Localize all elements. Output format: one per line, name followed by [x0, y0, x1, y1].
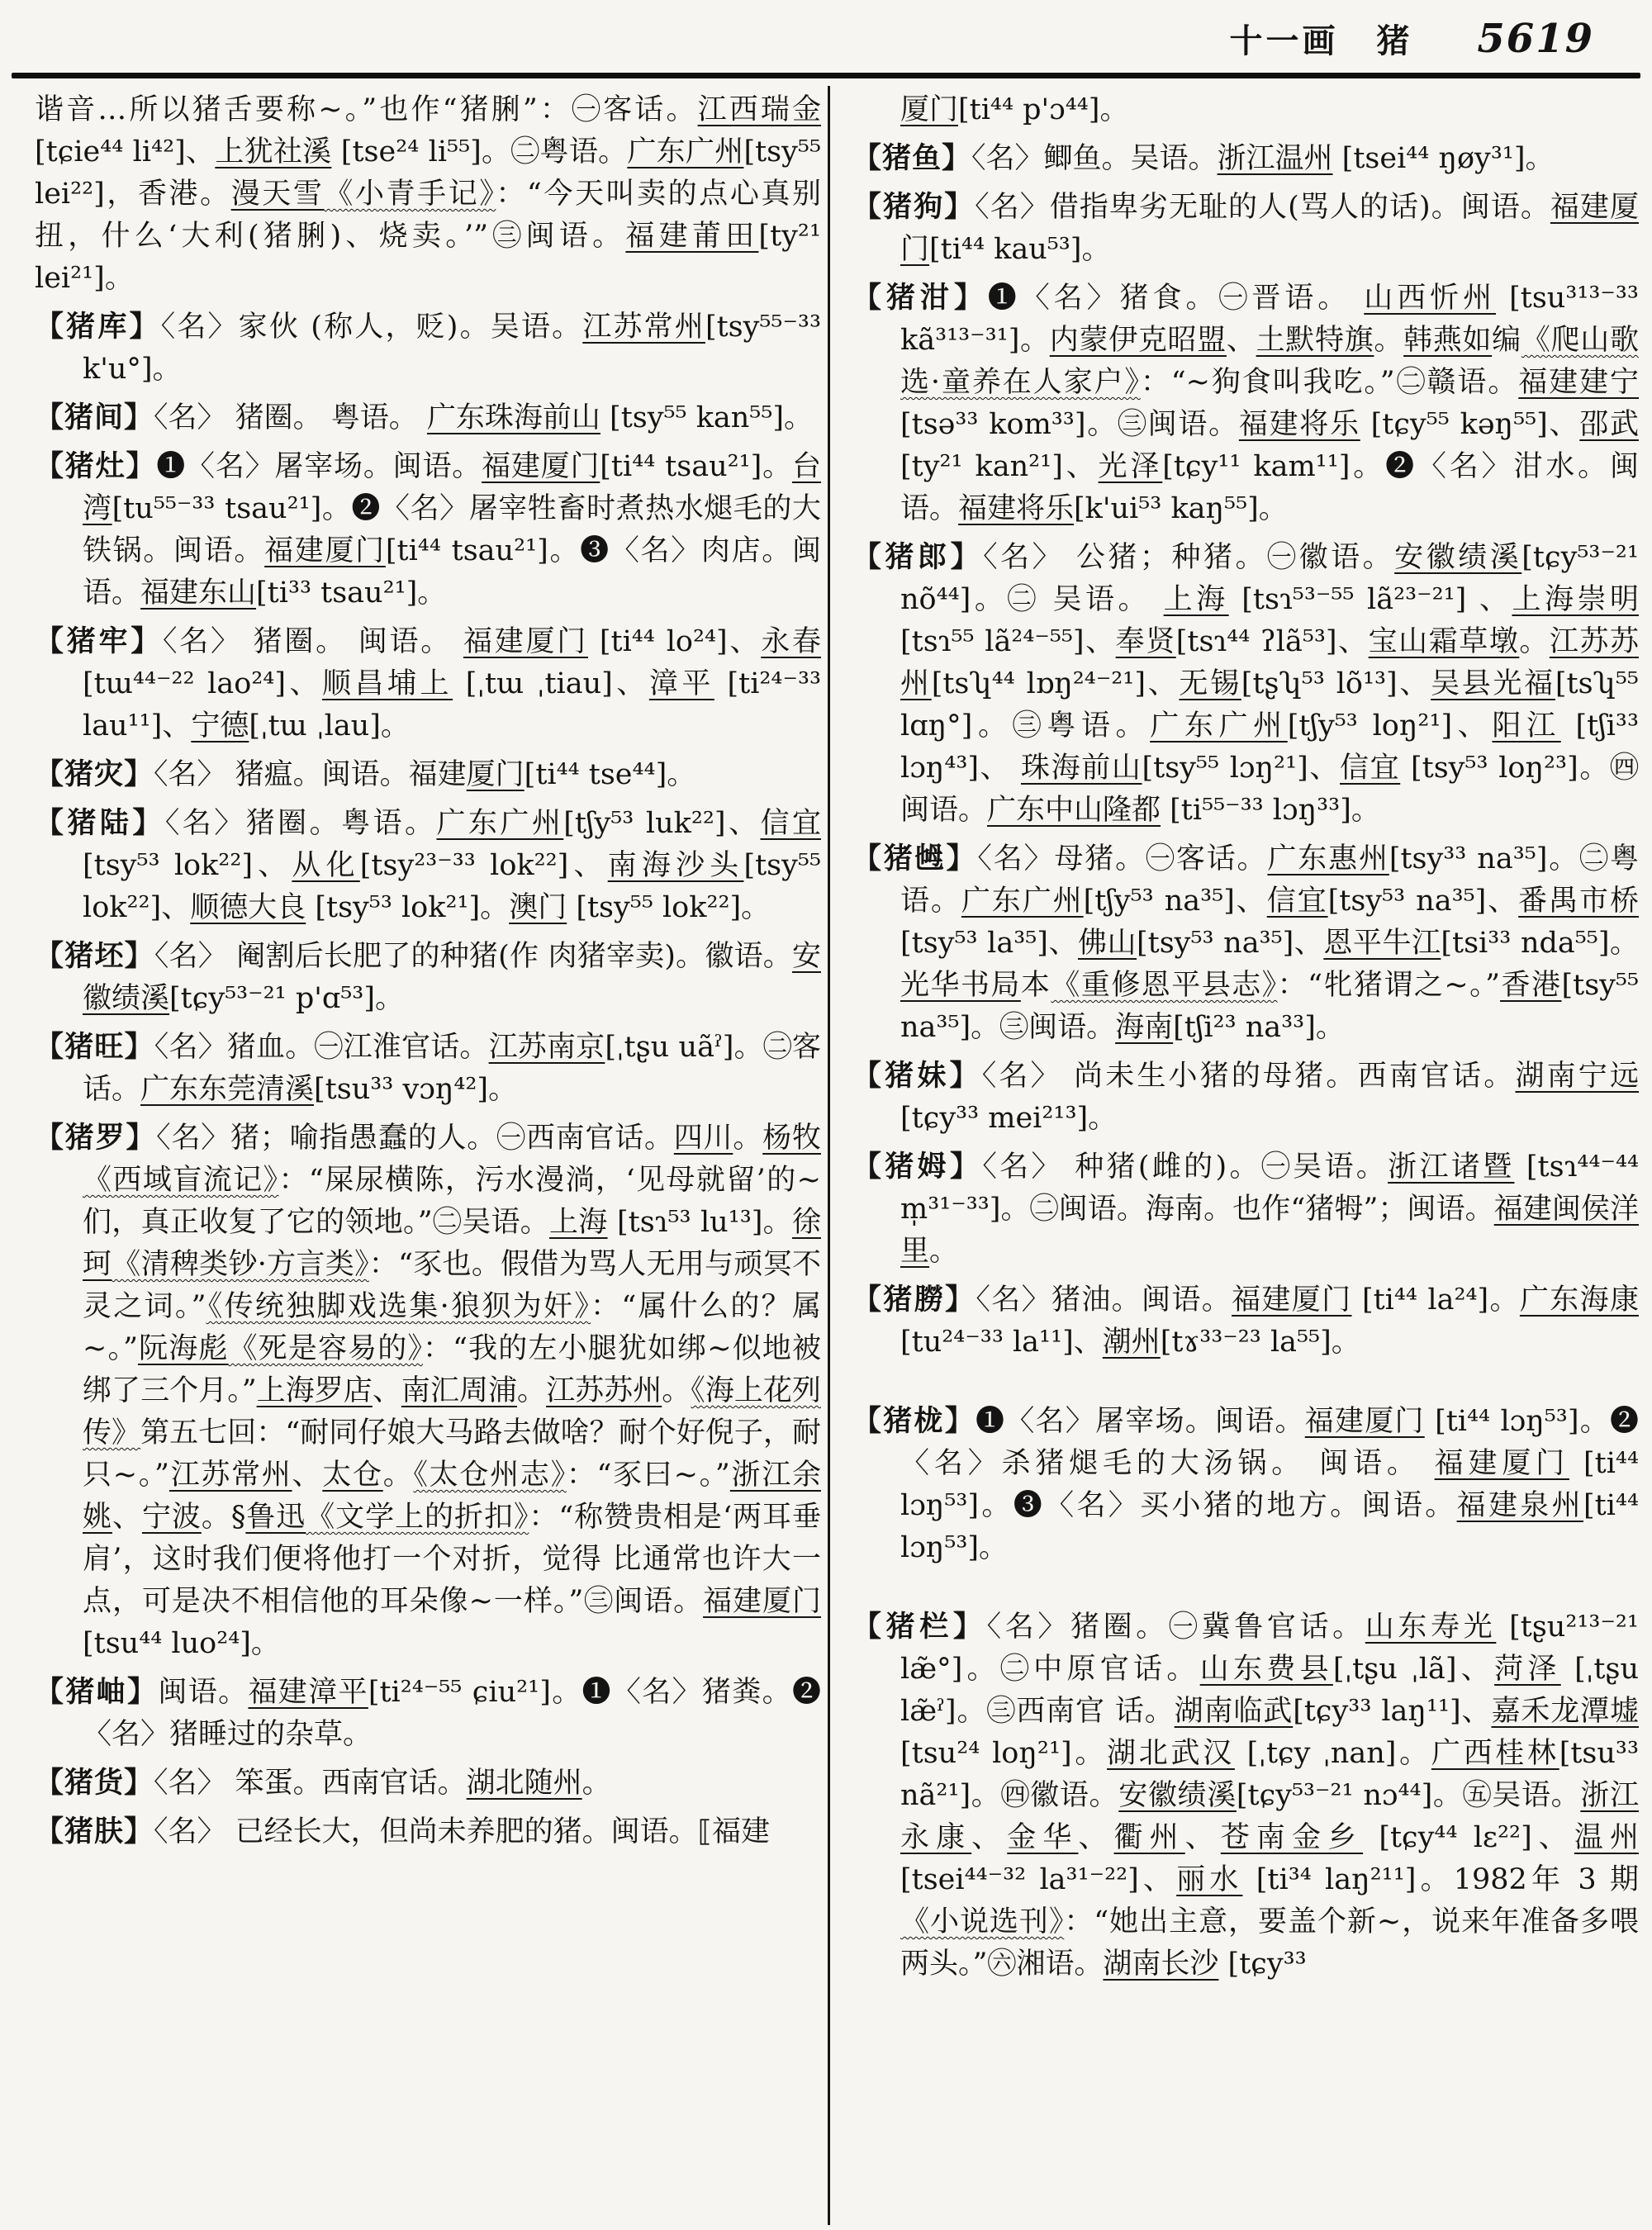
book-title: 《清稗类钞·方言类》 — [112, 1248, 369, 1281]
dict-entry — [35, 306, 821, 391]
continuation-paragraph — [35, 89, 821, 300]
entry-headword: 【猪栊】 — [852, 1404, 976, 1438]
entry-headword: 【猪旺】 — [35, 1030, 154, 1064]
place-name: 福建漳平 — [248, 1676, 368, 1709]
place-name: 南汇周浦 — [401, 1374, 518, 1407]
dict-entry — [852, 1606, 1639, 1986]
place-name: 台湾 — [83, 450, 821, 525]
place-name: 四川 — [673, 1122, 733, 1155]
place-name: 信宜 — [760, 807, 821, 840]
entry-headword: 【猪姆】 — [852, 1150, 983, 1184]
place-name: 广东广州 — [627, 135, 744, 168]
place-name: 阳江 — [1492, 709, 1561, 743]
entry-headword: 【猪肤】 — [35, 1815, 154, 1848]
place-name: 阮海彪 — [138, 1332, 229, 1365]
entry-body: 〈名〉猪圈。㊀冀鲁官话。山东寿光 [tʂu²¹³⁻²¹ læ̃°]。㊁中原官话。山东费县[ˌtʂu ˌlã]、菏泽 [ˌtʂu læ̃ˀ]。㊂西南官 话。湖南临武[tɕy³³ laŋ¹¹]、嘉禾龙潭墟[tsu²⁴ loŋ²¹]。湖北武汉 [ˌtɕy ˌnan]。广西桂林[tsu³³ nã²¹]。㊃徽语。安徽绩溪[tɕy⁵³⁻²¹ nɔ⁴⁴]。㊄吴语。浙江永康、金华、衢州、苍南金乡 [tɕy⁴⁴ lɛ²²]、温州[tsei⁴⁴⁻³² la³¹⁻²²]、丽水 [ti³⁴ laŋ²¹¹]。1982年 3 期《小说选刊》：“她出主意，要盖个新~，说来年准备多喂两头。”㊅湘语。湖南长沙 [tɕy³³ — [900, 1611, 1639, 1981]
header-stroke-section: 十一画 — [1229, 21, 1339, 60]
place-name: 湖南临武 — [1174, 1695, 1294, 1728]
place-name: 安徽绩溪 — [1394, 541, 1522, 574]
place-name: 广东珠海前山 — [426, 401, 601, 434]
place-name: 福建厦门 — [900, 191, 1639, 266]
dict-entry — [35, 620, 821, 747]
place-name: 江苏常州 — [169, 1459, 292, 1492]
place-name: 广东广州 — [961, 885, 1084, 918]
page-header — [0, 15, 1594, 62]
entry-body: 〈名〉猪圈。粤语。广东广州[tʃy⁵³ luk²²]、信宜[tsy⁵³ lok²²]、从化[tsy²³⁻³³ lok²²]、南海沙头[tsy⁵⁵ lok²²]、顺德大良 [tsy⁵³ lok²¹]。澳门 [tsy⁵⁵ lok²²]。 — [83, 807, 821, 924]
dict-entry — [35, 1810, 821, 1853]
place-name: 福建厦门 — [703, 1585, 821, 1618]
entry-headword: 【猪间】 — [35, 401, 154, 434]
place-name: 香港 — [1500, 969, 1562, 1002]
entry-body: 〈名〉 已经长大，但尚未养肥的猪。闽语。⟦福建 — [154, 1815, 770, 1848]
place-name: 光泽 — [1098, 450, 1163, 483]
place-name: 浙江诸暨 — [1388, 1151, 1515, 1184]
entry-body: 〈名〉猪；喻指愚蠢的人。㊀西南官话。四川。杨牧《西域盲流记》：“屎尿横陈，污水漫淌，‘见母就留’的~们，真正收复了它的领地。”㊁吴语。上海 [tsɿ⁵³ lu¹³]。徐珂《清稗类钞·方言类》：“豕也。假借为骂人无用与顽冥不灵之词。”《传统独脚戏选集·狼狈为奸》：“属什么的？属~。”阮海彪《死是容易的》：“我的左小腿犹如绑~似地被绑了三个月。”上海罗店、南汇周浦。江苏苏州。《海上花列传》第五七回：“耐同仔娘大马路去做啥？耐个好倪子，耐只~。”江苏常州、太仓。《太仓州志》：“豕曰~。”浙江余姚、宁波。§鲁迅《文学上的折扣》：“称赞贵相是‘两耳垂肩’，这时我们便将他打一个对折，觉得 比通常也许大一点，可是决不相信他的耳朵像~一样。”㊂闽语。福建厦门[tsu⁴⁴ luo²⁴]。 — [83, 1122, 821, 1660]
entry-body: ❶〈名〉屠宰场。闽语。福建厦门[ti⁴⁴ tsau²¹]。台湾[tu⁵⁵⁻³³ tsau²¹]。❷〈名〉屠宰牲畜时煮热水煺毛的大铁锅。闽语。福建厦门[ti⁴⁴ tsau²¹]。❸〈名〉肉店。闽语。福建东山[ti³³ tsau²¹]。 — [83, 450, 821, 610]
place-name: 福建东山 — [140, 576, 257, 610]
dict-entry — [35, 1026, 821, 1111]
place-name: 浙江永康 — [900, 1779, 1639, 1854]
place-name: 上海罗店 — [256, 1374, 373, 1407]
entry-headword: 【猪栏】 — [852, 1610, 987, 1644]
entry-headword: 【猪陆】 — [35, 806, 165, 840]
place-name: 内蒙伊克昭盟 — [1049, 324, 1227, 357]
place-name: 广东中山隆都 — [987, 794, 1161, 827]
place-name: 厦门 — [466, 758, 525, 791]
header-headword-char: 猪 — [1376, 21, 1413, 60]
entry-body: 〈名〉鲫鱼。吴语。浙江温州 [tsei⁴⁴ ŋøy³¹]。 — [971, 142, 1555, 175]
entry-body: 〈名〉猪油。闽语。福建厦门 [ti⁴⁴ la²⁴]。广东海康[tu²⁴⁻³³ la¹¹]、潮州[tɤ³³⁻²³ la⁵⁵]。 — [900, 1283, 1639, 1359]
place-name: 安徽绩溪 — [83, 940, 821, 1015]
entry-headword: 【猪罗】 — [35, 1121, 157, 1155]
dict-entry — [35, 1117, 821, 1665]
entry-body: ❶〈名〉屠宰场。闽语。福建厦门 [ti⁴⁴ lɔŋ⁵³]。❷ 〈名〉杀猪煺毛的大汤锅。 闽语。 福建厦门 [ti⁴⁴ lɔŋ⁵³]。❸〈名〉买小猪的地方。闽语。福建泉州[ti⁴⁴ lɔŋ⁵³]。 — [900, 1405, 1639, 1564]
place-name: 广东广州 — [1150, 709, 1288, 743]
entry-body: 〈名〉猪血。㊀江淮官话。江苏南京[ˌtʂu uãˀ]。㊁客话。广东东莞清溪[tsu³³ vɔŋ⁴²]。 — [83, 1031, 821, 1106]
place-name: 江苏苏州 — [546, 1374, 662, 1407]
place-name: 福建厦门 — [264, 534, 386, 567]
continuation-paragraph — [852, 89, 1639, 131]
place-name: 江苏南京 — [488, 1031, 605, 1064]
place-name: 江苏苏州 — [900, 625, 1639, 700]
dict-entry — [35, 802, 821, 929]
book-title: 《死是容易的》 — [228, 1332, 423, 1365]
place-name: 土默特旗 — [1256, 324, 1374, 357]
place-name: 上海 — [1163, 583, 1229, 616]
place-name: 温州 — [1574, 1821, 1639, 1854]
place-name: 漳平 — [648, 667, 714, 700]
place-name: 江西瑞金 — [697, 93, 821, 126]
entry-headword: 【猪货】 — [35, 1766, 154, 1800]
place-name: 珠海前山 — [1021, 752, 1142, 785]
entry-body: 〈名〉 公猪；种猪。㊀徽语。安徽绩溪[tɕy⁵³⁻²¹ nõ⁴⁴]。㊁ 吴语。 上海 [tsɿ⁵³⁻⁵⁵ lã²³⁻²¹] 、上海崇明[tsɿ⁵⁵ lã²⁴⁻⁵⁵]、奉贤[tsɿ⁴⁴ ʔlã⁵³]、宝山霜草墩。江苏苏州[tsʮ⁴⁴ lɒŋ²⁴⁻²¹]、无锡[tʂʮ⁵³ lõ¹³]、吴县光福[tsʮ⁵⁵ lɑŋ°]。㊂粤语。广东广州[tʃy⁵³ loŋ²¹]、阳江 [tʃi³³ lɔŋ⁴³]、 珠海前山[tsy⁵⁵ lɔŋ²¹]、信宜 [tsy⁵³ loŋ²³]。㊃闽语。广东中山隆都 [ti⁵⁵⁻³³ lɔŋ³³]。 — [900, 541, 1639, 827]
entry-headword: 【猪妹】 — [852, 1059, 982, 1093]
entry-body: 〈名〉 阉割后长肥了的种猪(作 肉猪宰卖)。徽语。安徽绩溪[tɕy⁵³⁻²¹ p'ɑ⁵³]。 — [83, 940, 821, 1015]
place-name: 厦门 — [900, 93, 959, 126]
place-name: 福建将乐 — [1238, 408, 1360, 441]
entry-headword: 【猪泔】 — [852, 281, 988, 315]
place-name: 吴县光福 — [1431, 667, 1555, 700]
entry-body: 厦门[ti⁴⁴ p'ɔ⁴⁴]。 — [900, 93, 1129, 126]
place-name: 湖南宁远 — [1515, 1060, 1639, 1093]
place-name: 宁波 — [141, 1501, 202, 1534]
place-name: 徐珂 — [83, 1206, 821, 1281]
entry-headword: 【猪灾】 — [35, 757, 154, 791]
place-name: 浙江余姚 — [83, 1459, 821, 1534]
entry-headword: 【猪朥】 — [852, 1283, 976, 1317]
place-name: 鲁迅 — [245, 1501, 306, 1534]
place-name: 广东东莞清溪 — [140, 1073, 315, 1106]
place-name: 杨牧 — [762, 1122, 821, 1155]
entry-body: ❶〈名〉猪食。㊀晋语。 山西忻州 [tsu³¹³⁻³³ kã³¹³⁻³¹]。内蒙伊克昭盟、土默特旗。韩燕如编《爬山歌选·童养在人家户》：“~狗食叫我吃。”㊁赣语。福建建宁 [tsə³³ kom³³]。㊂闽语。福建将乐 [tɕy⁵⁵ kəŋ⁵⁵]、邵武 [ty²¹ kan²¹]、光泽[tɕy¹¹ kam¹¹]。❷〈名〉泔水。闽语。福建将乐[k'ui⁵³ kaŋ⁵⁵]。 — [900, 282, 1639, 525]
book-title: 《文学上的折扣》 — [306, 1501, 529, 1534]
column-divider — [828, 86, 830, 2225]
entry-headword: 【猪郎】 — [852, 540, 984, 574]
place-name: 江苏常州 — [582, 311, 705, 344]
dict-entry — [35, 1762, 821, 1805]
dict-entry — [852, 1055, 1639, 1140]
dict-entry — [35, 753, 821, 796]
place-name: 湖南长沙 — [1103, 1948, 1219, 1981]
entry-headword: 【猪鱼】 — [852, 141, 972, 175]
place-name: 信宜 — [1340, 752, 1401, 785]
dict-entry — [852, 1146, 1639, 1273]
place-name: 太仓 — [322, 1459, 383, 1492]
place-name: 福建闽侯洋里 — [900, 1193, 1639, 1268]
place-name: 广东海康 — [1519, 1283, 1639, 1317]
place-name: 山西忻州 — [1364, 282, 1497, 315]
book-title: 《小说选刊》 — [900, 1905, 1065, 1938]
dict-entry — [35, 445, 821, 614]
place-name: 福建厦门 — [1304, 1405, 1425, 1438]
place-name: 宝山霜草墩 — [1368, 625, 1520, 658]
right-column — [852, 89, 1639, 1991]
place-name: 福建莆田 — [625, 220, 759, 253]
place-name: 无锡 — [1179, 667, 1241, 700]
dict-entry — [852, 536, 1639, 832]
entry-headword: 【猪岫】 — [35, 1675, 159, 1709]
header-rule — [12, 73, 1640, 78]
entry-body: 〈名〉 尚未生小猪的母猪。西南官话。湖南宁远[tɕy³³ mei²¹³]。 — [900, 1060, 1639, 1135]
place-name: 福建建宁 — [1518, 366, 1639, 399]
place-name: 嘉禾龙潭墟 — [1491, 1695, 1639, 1728]
dict-entry — [852, 1400, 1639, 1569]
place-name: 恩平牛江 — [1323, 927, 1441, 960]
place-name: 衢州 — [1113, 1821, 1185, 1854]
place-name: 丽水 — [1176, 1863, 1243, 1896]
dict-entry — [852, 1279, 1639, 1364]
place-name: 菏泽 — [1494, 1653, 1561, 1686]
place-name: 湖北武汉 — [1107, 1737, 1235, 1770]
place-name: 湖北随州 — [466, 1767, 582, 1800]
place-name: 宁德 — [191, 709, 249, 743]
book-title: 《海上花列传》 — [83, 1374, 821, 1450]
dict-entry — [35, 1671, 821, 1756]
place-name: 奉贤 — [1115, 625, 1176, 658]
entry-headword: 【猪坯】 — [35, 939, 154, 973]
entry-body: 〈名〉 猪圈。 粤语。 广东珠海前山 [tsy⁵⁵ kan⁵⁵]。 — [154, 401, 814, 434]
place-name: 顺德大良 — [190, 891, 306, 924]
place-name: 广东广州 — [436, 807, 564, 840]
entry-body: 〈名〉 笨蛋。西南官话。湖北随州。 — [154, 1767, 611, 1800]
book-title: 《西域盲流记》 — [83, 1164, 279, 1197]
dict-entry — [852, 186, 1639, 271]
place-name: 海南 — [1115, 1011, 1174, 1044]
place-name: 光华书局 — [900, 969, 1021, 1002]
dict-entry — [35, 396, 821, 439]
place-name: 上犹社溪 — [215, 135, 332, 168]
left-column — [35, 89, 821, 1859]
place-name: 上海崇明 — [1512, 583, 1639, 616]
entry-body: 闽语。福建漳平[ti²⁴⁻⁵⁵ ɕiu²¹]。❶〈名〉猪粪。❷〈名〉猪睡过的杂草。 — [83, 1676, 821, 1751]
place-name: 信宜 — [1266, 885, 1328, 918]
book-title: 《小青手记》 — [324, 178, 496, 211]
place-name: 澳门 — [509, 891, 567, 924]
place-name: 南海沙头 — [607, 849, 744, 882]
book-title: 《爬山歌选·童养在人家户》 — [900, 324, 1639, 399]
place-name: 浙江温州 — [1217, 142, 1333, 175]
place-name: 安徽绩溪 — [1118, 1779, 1237, 1812]
entry-headword: 【猪乸】 — [852, 842, 978, 875]
place-name: 韩燕如 — [1403, 324, 1493, 357]
place-name: 福建厦门 — [482, 450, 601, 483]
place-name: 福建厦门 — [1232, 1283, 1352, 1317]
place-name: 从化 — [292, 849, 360, 882]
place-name: 山东寿光 — [1365, 1611, 1497, 1644]
entry-body: 〈名〉母猪。㊀客话。广东惠州[tsy³³ na³⁵]。㊁粤语。广东广州[tʃy⁵³ na³⁵]、信宜[tsy⁵³ na³⁵]、番禺市桥[tsy⁵³ la³⁵]、佛山[tsy⁵³ na³⁵]、恩平牛江[tsi³³ nda⁵⁵]。光华书局本《重修恩平县志》：“牝猪谓之~。”香港[tsy⁵⁵ na³⁵]。㊂闽语。海南[tʃi²³ na³³]。 — [900, 842, 1639, 1044]
place-name: 潮州 — [1102, 1326, 1161, 1359]
place-name: 福建厦门 — [463, 625, 588, 658]
entry-body: 谐音…所以猪舌要称~。”也作“猪脷”：㊀客话。江西瑞金 [tɕie⁴⁴ li⁴²]、上犹社溪 [tse²⁴ li⁵⁵]。㊁粤语。广东广州[tsy⁵⁵ lei²²]，香港。漫天雪《小青手记》：“今天叫卖的点心真别扭，什么‘大利(猪脷)、烧卖。’”㊂闽语。福建莆田[ty²¹ lei²¹]。 — [35, 93, 821, 295]
place-name: 上海 — [549, 1206, 608, 1239]
place-name: 广东惠州 — [1267, 842, 1389, 875]
place-name: 山东费县 — [1199, 1653, 1333, 1686]
place-name: 广西桂林 — [1431, 1737, 1559, 1770]
place-name: 金华 — [1007, 1821, 1079, 1854]
place-name: 苍南金乡 — [1220, 1821, 1364, 1854]
dict-entry — [852, 137, 1639, 180]
entry-body: 〈名〉 猪圈。 闽语。 福建厦门 [ti⁴⁴ lo²⁴]、永春 [tɯ⁴⁴⁻²² lao²⁴]、顺昌埔上 [ˌtɯ ˌtiau]、漳平 [ti²⁴⁻³³ lau¹¹]、宁德[ˌtɯ ˌlau]。 — [83, 625, 822, 743]
place-name: 顺昌埔上 — [322, 667, 453, 700]
place-name: 漫天雪 — [230, 178, 325, 211]
entry-body: 〈名〉 猪瘟。闽语。福建厦门[ti⁴⁴ tse⁴⁴]。 — [154, 758, 696, 791]
place-name: 佛山 — [1077, 927, 1137, 960]
entry-headword: 【猪牢】 — [35, 624, 164, 658]
entry-headword: 【猪狗】 — [852, 190, 976, 224]
place-name: 邵武 — [1579, 408, 1639, 441]
place-name: 福建泉州 — [1456, 1489, 1583, 1522]
entry-headword: 【猪灶】 — [35, 449, 157, 483]
dict-entry — [852, 277, 1639, 530]
entry-body: 〈名〉家伙 (称人，贬)。吴语。江苏常州[tsy⁵⁵⁻³³ k'u°]。 — [83, 311, 821, 386]
place-name: 永春 — [761, 625, 821, 658]
place-name: 福建将乐 — [958, 492, 1075, 525]
dict-entry — [852, 837, 1639, 1049]
book-title: 《太仓州志》 — [413, 1459, 567, 1492]
dict-entry — [35, 935, 821, 1020]
place-name: 福建厦门 — [1434, 1447, 1570, 1480]
page-number: 5619 — [1477, 16, 1594, 62]
place-name: 番禺市桥 — [1518, 885, 1639, 918]
entry-body: 〈名〉借指卑劣无耻的人(骂人的话)。闽语。福建厦门[ti⁴⁴ kau⁵³]。 — [900, 191, 1639, 266]
book-title: 《重修恩平县志》 — [1051, 969, 1278, 1002]
book-title: 《传统独脚戏选集·狼狈为奸》 — [206, 1290, 591, 1323]
entry-headword: 【猪库】 — [35, 310, 161, 344]
entry-body: 〈名〉 种猪(雌的)。㊀吴语。浙江诸暨 [tsɿ⁴⁴⁻⁴⁴ m̩³¹⁻³³]。㊁闽语。海南。也作“猪牳”；闽语。福建闽侯洋里。 — [900, 1151, 1640, 1268]
